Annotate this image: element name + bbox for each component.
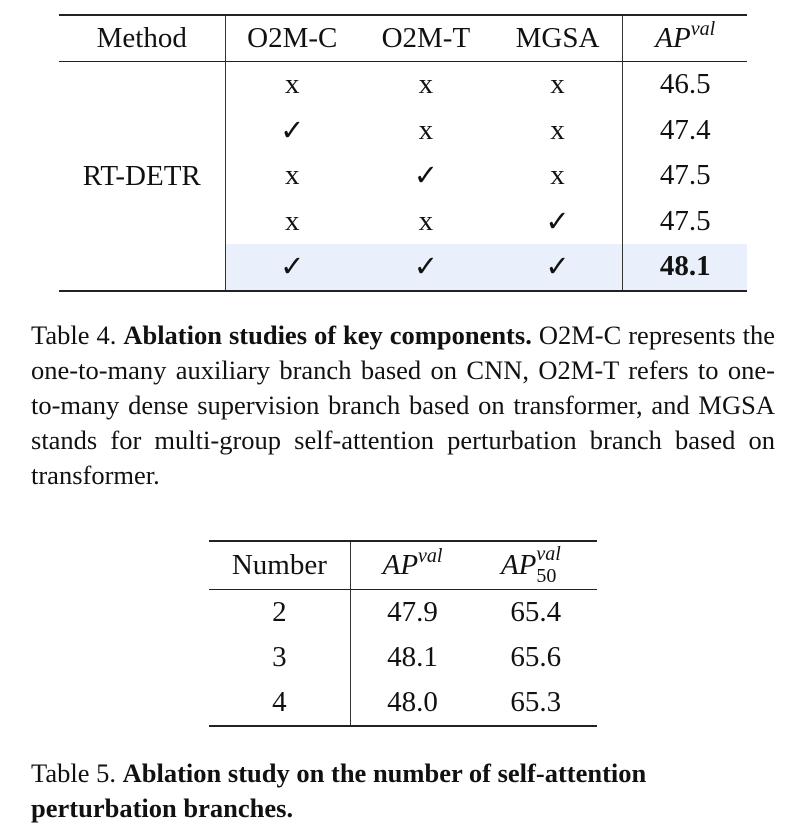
header-number: Number bbox=[209, 541, 350, 590]
o2m-c-mark: x bbox=[285, 68, 300, 101]
table-5-caption bbox=[31, 756, 775, 826]
ap50-value: 65.6 bbox=[510, 641, 562, 673]
header-method: Method bbox=[59, 15, 225, 62]
ap-value: 47.5 bbox=[659, 204, 711, 237]
o2m-c-mark: x bbox=[285, 204, 300, 237]
ap50-superscript: val bbox=[536, 543, 561, 565]
number-value: 4 bbox=[209, 680, 350, 726]
o2m-t-mark: x bbox=[418, 204, 434, 237]
method-cell: RT-DETR bbox=[59, 62, 225, 245]
mgsa-mark: x bbox=[493, 62, 623, 108]
o2m-c-mark: x bbox=[285, 159, 300, 192]
caption-label: Table 5. bbox=[31, 758, 116, 788]
ap-value: 48.0 bbox=[387, 686, 438, 718]
ap50-value: 65.4 bbox=[510, 596, 562, 628]
ap50-symbol: AP bbox=[500, 549, 537, 581]
ap50-value: 65.3 bbox=[510, 686, 562, 718]
table-row bbox=[59, 62, 747, 108]
number-value: 3 bbox=[209, 635, 350, 680]
ap-symbol: AP bbox=[382, 549, 419, 581]
mgsa-mark: x bbox=[493, 108, 623, 154]
o2m-t-mark: ✓ bbox=[413, 160, 439, 193]
mgsa-mark: x bbox=[493, 153, 623, 199]
table-row bbox=[209, 590, 597, 636]
caption-title: Ablation studies of key components. bbox=[123, 320, 532, 350]
o2m-t-mark: ✓ bbox=[359, 244, 493, 291]
o2m-t-mark: x bbox=[418, 68, 434, 101]
table-row bbox=[209, 635, 597, 680]
table-4-header-row bbox=[59, 15, 747, 62]
o2m-c-mark: ✓ bbox=[280, 114, 305, 147]
header-o2m-t: O2M-T bbox=[359, 15, 493, 62]
header-o2m-c: O2M-C bbox=[225, 15, 359, 62]
ap-value: 46.5 bbox=[659, 68, 711, 101]
table-row-highlighted bbox=[59, 244, 747, 291]
ap-superscript: val bbox=[418, 545, 443, 567]
header-mgsa: MGSA bbox=[493, 15, 623, 62]
caption-title: Ablation study on the number of self-attention perturbation branches. bbox=[31, 758, 647, 823]
ap-superscript: val bbox=[690, 18, 716, 40]
o2m-c-mark: ✓ bbox=[225, 244, 359, 291]
header-ap-val bbox=[623, 15, 747, 62]
number-value: 2 bbox=[209, 590, 350, 636]
ap-value: 47.9 bbox=[387, 596, 438, 628]
ap-value: 48.1 bbox=[387, 641, 438, 673]
ap-symbol: AP bbox=[655, 22, 691, 54]
header-ap50-val bbox=[474, 541, 597, 590]
table-5-header-row bbox=[209, 541, 597, 590]
table-row bbox=[209, 680, 597, 726]
ap50-subscript: 50 bbox=[536, 565, 557, 587]
table-5 bbox=[209, 540, 597, 727]
ap-value: 47.4 bbox=[659, 113, 711, 146]
table-4-caption bbox=[31, 318, 775, 493]
caption-text: O2M-C represents the one-to-many auxiliary branch based on CNN, O2M-T refers to one-to-many dense supervision branch based on transformer, and MGSA stands for multi-group self-attention perturbation branch based on transformer. bbox=[31, 320, 776, 490]
ap-value: 47.5 bbox=[659, 159, 711, 192]
mgsa-mark: ✓ bbox=[493, 199, 623, 245]
ap-value-best: 48.1 bbox=[623, 244, 747, 291]
o2m-t-mark: x bbox=[418, 113, 434, 146]
mgsa-mark: ✓ bbox=[493, 244, 623, 291]
header-ap-val bbox=[350, 541, 474, 590]
caption-label: Table 4. bbox=[31, 320, 117, 350]
table-4 bbox=[59, 14, 747, 292]
method-cell-empty bbox=[59, 244, 225, 291]
